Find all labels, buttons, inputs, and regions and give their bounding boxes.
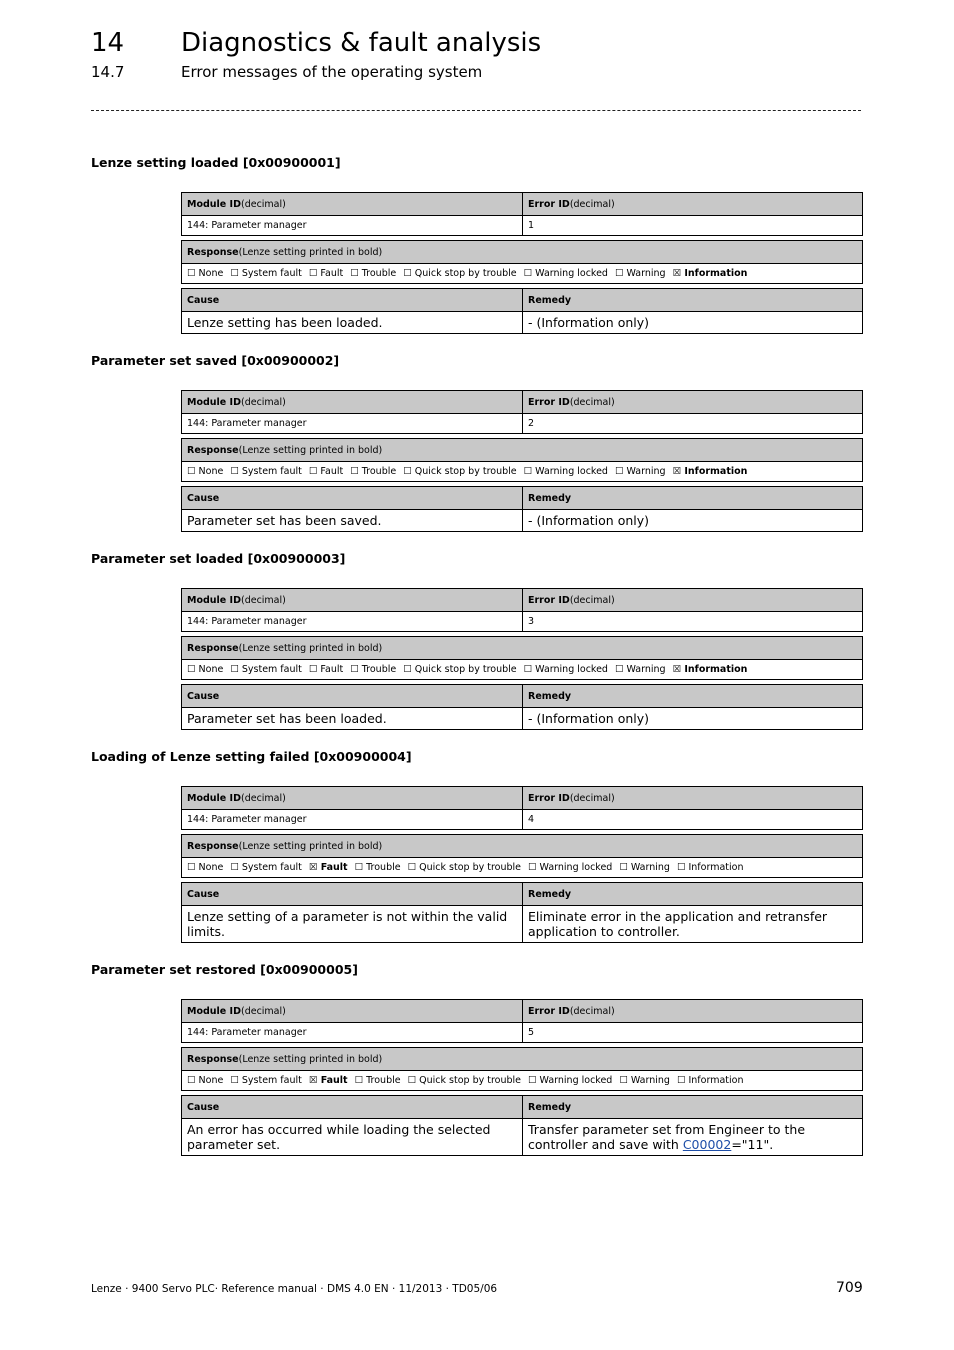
response-options — [182, 660, 862, 679]
response-option: ☐ Quick stop by trouble — [403, 466, 517, 477]
response-header: Response (Lenze setting printed in bold) — [182, 1048, 862, 1070]
remedy-header: Remedy — [523, 289, 862, 311]
response-option: ☒ Information — [672, 268, 748, 279]
page-number: 709 — [836, 1280, 863, 1296]
response-option: ☐ Fault — [308, 268, 344, 279]
response-option: ☐ Warning locked — [528, 862, 613, 873]
response-option: ☐ None — [187, 466, 224, 477]
chapter-title: Diagnostics & fault analysis — [181, 28, 542, 58]
remedy-header: Remedy — [523, 685, 862, 707]
response-option: ☐ Warning locked — [523, 268, 608, 279]
cause-header: Cause — [182, 883, 523, 905]
remedy-header: Remedy — [523, 883, 862, 905]
cause-header: Cause — [182, 487, 523, 509]
remedy-text: Transfer parameter set from Engineer to the controller and save with C00002="11". — [528, 1122, 806, 1152]
response-header: Response (Lenze setting printed in bold) — [182, 637, 862, 659]
error-id-value: 3 — [528, 616, 535, 627]
cause-text: Lenze setting has been loaded. — [182, 312, 523, 333]
response-option: ☐ System fault — [230, 862, 302, 873]
cause-text: Parameter set has been saved. — [182, 510, 523, 531]
cause-header: Cause — [182, 685, 523, 707]
response-header: Response (Lenze setting printed in bold) — [182, 835, 862, 857]
remedy-header: Remedy — [523, 1096, 862, 1118]
remedy-text: - (Information only) — [528, 711, 650, 726]
response-table — [181, 636, 863, 680]
id-table — [181, 390, 863, 434]
module-id-header: Module ID (decimal) — [182, 391, 523, 413]
error-id-value: 2 — [528, 418, 535, 429]
module-id-header: Module ID (decimal) — [182, 193, 523, 215]
remedy-header: Remedy — [523, 487, 862, 509]
entry-heading: Lenze setting loaded [0x00900001] — [91, 155, 341, 170]
dashed-divider — [91, 110, 861, 111]
response-option: ☐ None — [187, 664, 224, 675]
error-id-header: Error ID (decimal) — [523, 1000, 862, 1022]
response-option: ☐ System fault — [230, 268, 302, 279]
response-option: ☐ Warning locked — [523, 664, 608, 675]
id-table — [181, 192, 863, 236]
entry-heading: Parameter set saved [0x00900002] — [91, 353, 340, 368]
remedy-text: Eliminate error in the application and retransfer application to controller. — [528, 909, 828, 939]
cause-text: An error has occurred while loading the selected parameter set. — [182, 1119, 523, 1155]
section-number: 14.7 — [91, 63, 125, 81]
response-option: ☐ Warning locked — [523, 466, 608, 477]
response-option: ☐ Quick stop by trouble — [407, 1075, 522, 1086]
entry-heading: Parameter set loaded [0x00900003] — [91, 551, 346, 566]
cause-header: Cause — [182, 289, 523, 311]
module-value: 144: Parameter manager — [182, 1023, 523, 1042]
response-option: ☐ Warning — [614, 268, 666, 279]
response-table — [181, 1047, 863, 1091]
cause-remedy-table — [181, 1095, 863, 1156]
id-table — [181, 588, 863, 632]
remedy-text: - (Information only) — [528, 315, 650, 330]
response-option: ☐ None — [187, 268, 224, 279]
id-table — [181, 786, 863, 830]
cause-text: Parameter set has been loaded. — [182, 708, 523, 729]
error-id-header: Error ID (decimal) — [523, 787, 862, 809]
error-id-header: Error ID (decimal) — [523, 589, 862, 611]
section-title: Error messages of the operating system — [181, 63, 483, 81]
response-option: ☐ Fault — [308, 664, 344, 675]
response-option: ☐ None — [187, 1075, 224, 1086]
response-option: ☒ Information — [672, 466, 748, 477]
response-option: ☐ Fault — [308, 466, 344, 477]
error-id-value: 4 — [528, 814, 535, 825]
entry-heading: Parameter set restored [0x00900005] — [91, 962, 358, 977]
response-option: ☐ None — [187, 862, 224, 873]
footer-text: Lenze · 9400 Servo PLC· Reference manual · DMS 4.0 EN · 11/2013 · TD05/06 — [91, 1283, 498, 1295]
response-option: ☐ Warning — [614, 664, 666, 675]
response-option: ☐ System fault — [230, 1075, 302, 1086]
module-value: 144: Parameter manager — [182, 810, 523, 829]
response-option: ☐ Trouble — [350, 664, 397, 675]
chapter-number: 14 — [91, 28, 125, 58]
module-value: 144: Parameter manager — [182, 612, 523, 631]
error-id-header: Error ID (decimal) — [523, 391, 862, 413]
response-option: ☐ Quick stop by trouble — [403, 664, 517, 675]
module-id-header: Module ID (decimal) — [182, 1000, 523, 1022]
cause-remedy-table — [181, 288, 863, 334]
response-option: ☒ Fault — [308, 1075, 348, 1086]
response-option: ☐ Information — [676, 1075, 744, 1086]
response-table — [181, 240, 863, 284]
module-id-header: Module ID (decimal) — [182, 787, 523, 809]
response-options — [182, 858, 862, 877]
response-header: Response (Lenze setting printed in bold) — [182, 241, 862, 263]
response-option: ☒ Fault — [308, 862, 348, 873]
cause-header: Cause — [182, 1096, 523, 1118]
cause-remedy-table — [181, 684, 863, 730]
response-option: ☐ Trouble — [354, 862, 401, 873]
remedy-text: - (Information only) — [528, 513, 650, 528]
response-option: ☐ Quick stop by trouble — [403, 268, 517, 279]
response-options — [182, 462, 862, 481]
response-header: Response (Lenze setting printed in bold) — [182, 439, 862, 461]
response-option: ☐ Information — [676, 862, 744, 873]
parameter-link[interactable]: C00002 — [682, 1137, 732, 1152]
response-option: ☐ System fault — [230, 466, 302, 477]
response-options — [182, 1071, 862, 1090]
response-table — [181, 438, 863, 482]
cause-remedy-table — [181, 882, 863, 943]
response-options — [182, 264, 862, 283]
response-option: ☐ Trouble — [350, 466, 397, 477]
response-option: ☒ Information — [672, 664, 748, 675]
error-id-header: Error ID (decimal) — [523, 193, 862, 215]
response-option: ☐ Trouble — [350, 268, 397, 279]
response-option: ☐ Warning — [614, 466, 666, 477]
entry-heading: Loading of Lenze setting failed [0x00900004] — [91, 749, 412, 764]
response-option: ☐ Trouble — [354, 1075, 401, 1086]
module-id-header: Module ID (decimal) — [182, 589, 523, 611]
error-id-value: 5 — [528, 1027, 535, 1038]
response-option: ☐ Warning — [619, 862, 670, 873]
response-table — [181, 834, 863, 878]
module-value: 144: Parameter manager — [182, 414, 523, 433]
response-option: ☐ System fault — [230, 664, 302, 675]
error-id-value: 1 — [528, 220, 535, 231]
response-option: ☐ Warning locked — [528, 1075, 613, 1086]
module-value: 144: Parameter manager — [182, 216, 523, 235]
cause-text: Lenze setting of a parameter is not within the valid limits. — [182, 906, 523, 942]
cause-remedy-table — [181, 486, 863, 532]
response-option: ☐ Quick stop by trouble — [407, 862, 522, 873]
response-option: ☐ Warning — [619, 1075, 670, 1086]
id-table — [181, 999, 863, 1043]
